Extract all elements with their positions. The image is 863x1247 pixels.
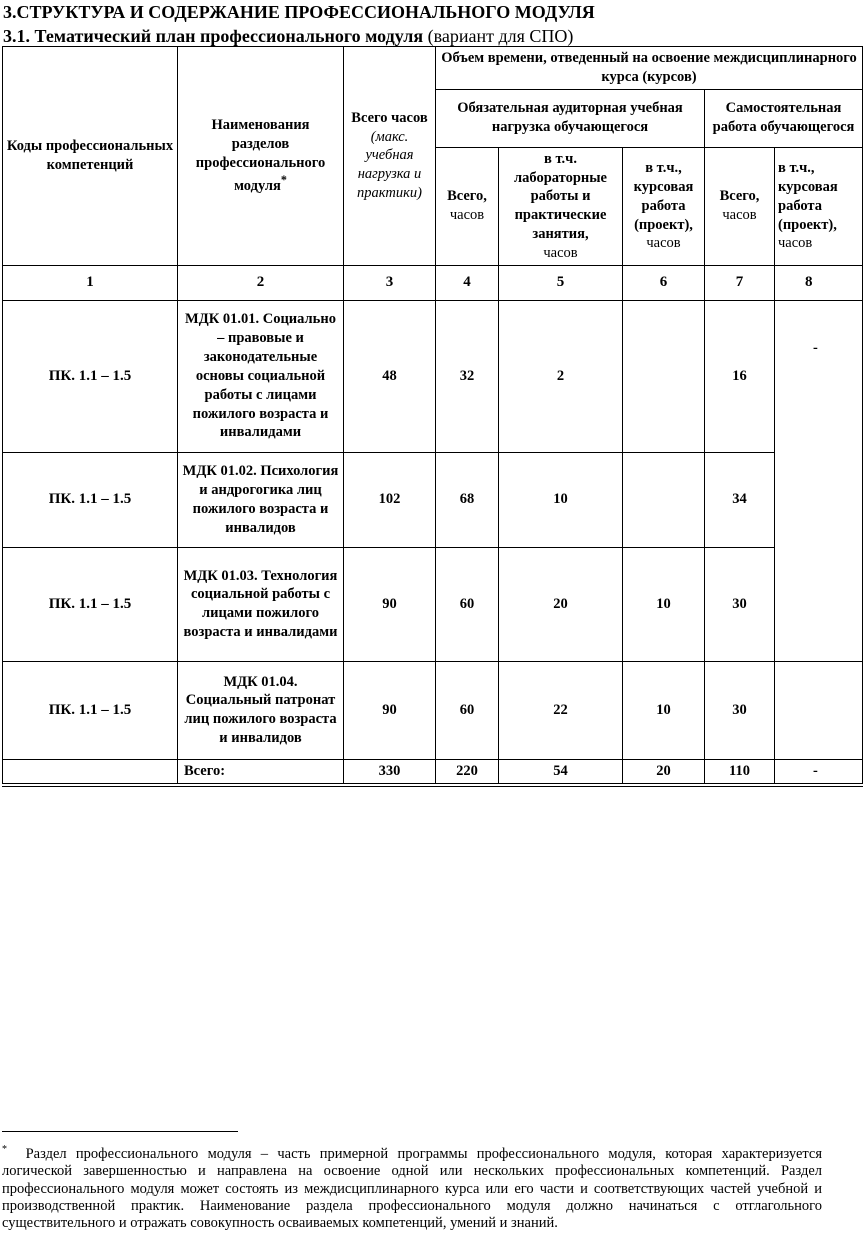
header-volume: Объем времени, отведенный на освоение междисциплинарного курса (курсов) xyxy=(436,47,863,90)
header-independent: Самостоятельная работа обучающегося xyxy=(705,89,863,147)
subtitle-variant: (вариант для СПО) xyxy=(423,26,574,46)
header-course-label: в т.ч., курсовая работа (проект), xyxy=(633,160,694,233)
header-independent-course-label: в т.ч., курсовая работа (проект), xyxy=(778,160,838,233)
subtitle-bold: 3.1. Тематический план профессионального модуля xyxy=(3,26,424,46)
header-independent-total xyxy=(705,147,775,265)
totals-row xyxy=(3,759,863,784)
row-course xyxy=(623,300,705,452)
row-total: 90 xyxy=(344,547,436,661)
row-name: МДК 01.02. Психология и андрогогика лиц пожилого возраста и инвалидов xyxy=(178,452,344,547)
header-total-hours xyxy=(344,47,436,266)
row-independent-total: 16 xyxy=(705,300,775,452)
table-row xyxy=(3,661,863,759)
totals-course: 20 xyxy=(623,759,705,784)
header-independent-total-label: Всего, xyxy=(719,188,760,205)
totals-independent-course: - xyxy=(775,759,863,784)
row-mandatory-total: 68 xyxy=(436,452,499,547)
row-course: 10 xyxy=(623,547,705,661)
row-mandatory-total: 60 xyxy=(436,661,499,759)
header-independent-course xyxy=(775,147,863,265)
row-mandatory-total: 60 xyxy=(436,547,499,661)
column-number: 3 xyxy=(344,265,436,300)
header-independent-total-unit: часов xyxy=(722,207,757,224)
row-name: МДК 01.04. Социальный патронат лиц пожилого возраста и инвалидов xyxy=(178,661,344,759)
table-row xyxy=(3,547,863,661)
row-independent-total: 30 xyxy=(705,547,775,661)
table-row xyxy=(3,452,863,547)
header-mandatory-total-unit: часов xyxy=(449,207,485,224)
header-row-1 xyxy=(3,47,863,90)
column-number: 5 xyxy=(499,265,623,300)
thematic-plan-table xyxy=(2,46,863,787)
row-code: ПК. 1.1 – 1.5 xyxy=(3,547,178,661)
header-mandatory: Обязательная аудиторная учебная нагрузка обучающегося xyxy=(436,89,705,147)
header-lab xyxy=(499,147,623,265)
row-course xyxy=(623,452,705,547)
header-names-text: Наименования разделов профессионального модуля xyxy=(195,117,326,194)
header-lab-unit: часов xyxy=(543,244,578,261)
header-mandatory-total-label: Всего, xyxy=(447,188,487,205)
footnote xyxy=(2,1141,822,1233)
footnote-mark: * xyxy=(280,172,287,187)
header-total-label: Всего часов xyxy=(351,109,428,126)
totals-mandatory-total: 220 xyxy=(436,759,499,784)
header-independent-course-unit: часов xyxy=(778,235,813,252)
totals-total: 330 xyxy=(344,759,436,784)
header-codes: Коды профессиональных компетенций xyxy=(3,47,178,266)
row-lab: 10 xyxy=(499,452,623,547)
header-course-unit: часов xyxy=(646,235,681,252)
row-independent-total: 30 xyxy=(705,661,775,759)
footnote-text: Раздел профессионального модуля – часть примерной программы профессионального модуля, которая характеризуется логической завершенностью и направлена на освоение одной или нескольких профессиональных компетенций. Раздел профессионального модуля может состоять из междисциплинарного курса или его части и соответствующих частей учебной и производственной практик. Наименование раздела профессионального модуля должно начинаться с отглагольного существительного и отражать совокупность осваиваемых компетенций, умений и знаний. xyxy=(2,1145,823,1232)
column-number: 1 xyxy=(3,265,178,300)
row-total: 102 xyxy=(344,452,436,547)
footnote-mark: * xyxy=(2,1144,7,1155)
section-title: 3.СТРУКТУРА И СОДЕРЖАНИЕ ПРОФЕССИОНАЛЬНОГО МОДУЛЯ xyxy=(3,2,595,22)
row-total: 90 xyxy=(344,661,436,759)
header-course xyxy=(623,147,705,265)
row-lab: 22 xyxy=(499,661,623,759)
section-subtitle xyxy=(3,26,573,47)
totals-lab: 54 xyxy=(499,759,623,784)
header-mandatory-total xyxy=(436,147,499,265)
footnote-divider xyxy=(2,1131,238,1132)
row-name: МДК 01.03. Технология социальной работы с лицами пожилого возраста и инвалидами xyxy=(178,547,344,661)
row-course: 10 xyxy=(623,661,705,759)
row-code: ПК. 1.1 – 1.5 xyxy=(3,300,178,452)
row-independent-course xyxy=(775,661,863,759)
row-mandatory-total: 32 xyxy=(436,300,499,452)
header-lab-label: в т.ч. лабораторные работы и практические занятия, xyxy=(514,150,607,243)
column-number: 2 xyxy=(178,265,344,300)
totals-independent-total: 110 xyxy=(705,759,775,784)
row-code: ПК. 1.1 – 1.5 xyxy=(3,661,178,759)
header-total-note: (макс. учебная нагрузка и практики) xyxy=(357,128,422,202)
row-code: ПК. 1.1 – 1.5 xyxy=(3,452,178,547)
row-independent-course-merged: - xyxy=(775,300,863,661)
totals-label: Всего: xyxy=(178,759,344,784)
column-number: 6 xyxy=(623,265,705,300)
row-lab: 20 xyxy=(499,547,623,661)
table-row xyxy=(3,300,863,452)
header-names xyxy=(178,47,344,266)
column-number: 7 xyxy=(705,265,775,300)
row-independent-total: 34 xyxy=(705,452,775,547)
totals-code xyxy=(3,759,178,784)
column-number: 8 xyxy=(775,265,863,300)
column-number: 4 xyxy=(436,265,499,300)
row-total: 48 xyxy=(344,300,436,452)
row-name: МДК 01.01. Социально – правовые и законодательные основы социальной работы с лицами пожилого возраста и инвалидами xyxy=(178,300,344,452)
column-number-row xyxy=(3,265,863,300)
row-lab: 2 xyxy=(499,300,623,452)
